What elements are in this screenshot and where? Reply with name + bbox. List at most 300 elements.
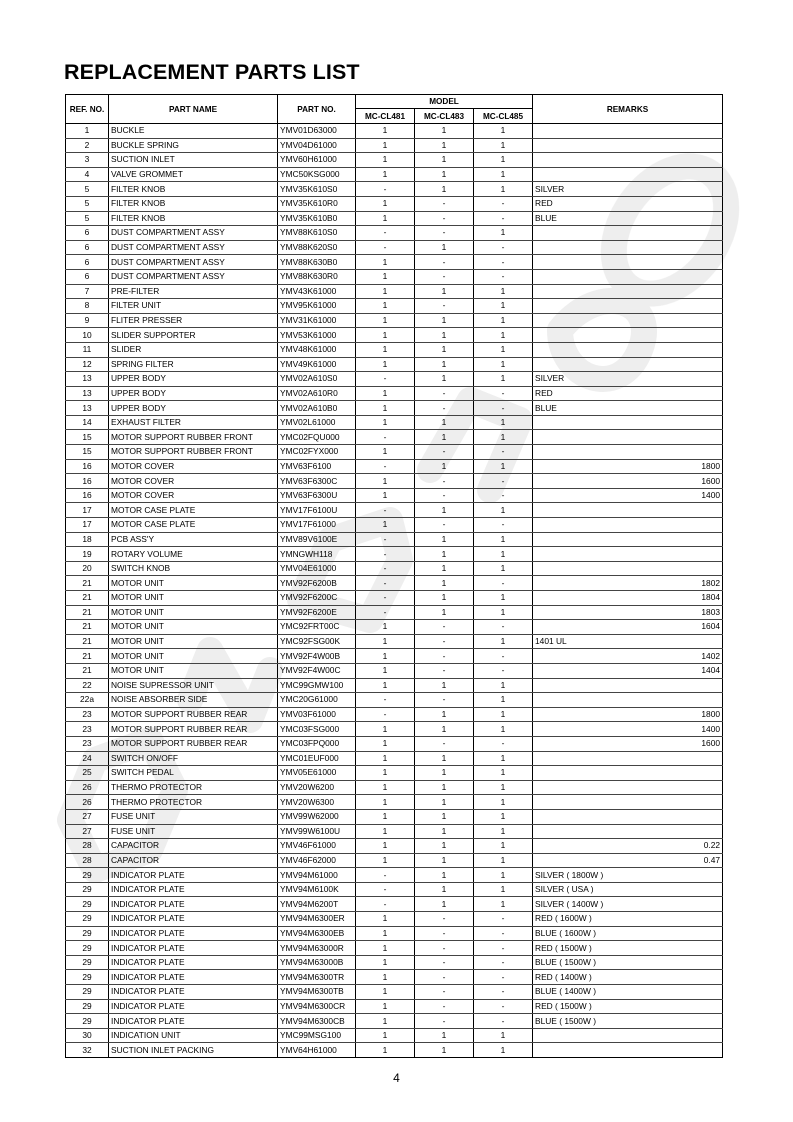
part-name-cell: MOTOR UNIT: [109, 663, 278, 678]
model-mc-cl481-qty-cell: 1: [356, 912, 415, 927]
ref-no-cell: 16: [66, 488, 109, 503]
model-mc-cl481-qty-cell: 1: [356, 488, 415, 503]
model-mc-cl483-qty-cell: 1: [415, 722, 474, 737]
model-mc-cl481-qty-cell: -: [356, 897, 415, 912]
model-mc-cl483-qty-cell: 1: [415, 532, 474, 547]
table-row: [66, 780, 723, 795]
ref-no-cell: 17: [66, 518, 109, 533]
model-mc-cl485-qty-cell: -: [474, 240, 533, 255]
model-mc-cl483-qty-cell: 1: [415, 182, 474, 197]
table-row: [66, 503, 723, 518]
part-name-cell: FILTER UNIT: [109, 299, 278, 314]
part-name-cell: PCB ASS'Y: [109, 532, 278, 547]
table-row: [66, 970, 723, 985]
model-mc-cl485-qty-cell: 1: [474, 766, 533, 781]
model-mc-cl481-qty-cell: 1: [356, 167, 415, 182]
table-row: [66, 663, 723, 678]
part-name-cell: INDICATOR PLATE: [109, 955, 278, 970]
model-mc-cl485-qty-cell: 1: [474, 809, 533, 824]
part-name-cell: INDICATOR PLATE: [109, 882, 278, 897]
model-mc-cl483-qty-cell: -: [415, 401, 474, 416]
part-no-cell: YMV95K61000: [278, 299, 356, 314]
part-no-cell: YMV92F6200B: [278, 576, 356, 591]
model-mc-cl483-qty-cell: -: [415, 196, 474, 211]
part-name-cell: SPRING FILTER: [109, 357, 278, 372]
model-mc-cl481-qty-cell: 1: [356, 284, 415, 299]
model-mc-cl481-qty-cell: 1: [356, 138, 415, 153]
model-mc-cl483-qty-cell: 1: [415, 751, 474, 766]
col-model-mc-cl481: MC-CL481: [356, 109, 415, 124]
part-name-cell: MOTOR UNIT: [109, 591, 278, 606]
model-mc-cl481-qty-cell: -: [356, 882, 415, 897]
remarks-cell: [533, 299, 723, 314]
model-mc-cl481-qty-cell: 1: [356, 1014, 415, 1029]
part-name-cell: NOISE SUPRESSOR UNIT: [109, 678, 278, 693]
model-mc-cl485-qty-cell: -: [474, 386, 533, 401]
remarks-cell: [533, 415, 723, 430]
ref-no-cell: 3: [66, 153, 109, 168]
model-mc-cl485-qty-cell: 1: [474, 138, 533, 153]
ref-no-cell: 21: [66, 649, 109, 664]
remarks-cell: SILVER: [533, 372, 723, 387]
ref-no-cell: 28: [66, 839, 109, 854]
table-row: [66, 693, 723, 708]
part-name-cell: FILTER KNOB: [109, 182, 278, 197]
model-mc-cl485-qty-cell: -: [474, 474, 533, 489]
remarks-cell: [533, 678, 723, 693]
part-no-cell: YMV04E61000: [278, 561, 356, 576]
col-pno-header: PART NO.: [278, 95, 356, 124]
ref-no-cell: 23: [66, 722, 109, 737]
ref-no-cell: 27: [66, 809, 109, 824]
remarks-cell: 1600: [533, 736, 723, 751]
part-no-cell: YMC99MSG100: [278, 1028, 356, 1043]
part-name-cell: MOTOR UNIT: [109, 649, 278, 664]
remarks-cell: SILVER ( 1800W ): [533, 868, 723, 883]
ref-no-cell: 17: [66, 503, 109, 518]
model-mc-cl485-qty-cell: 1: [474, 124, 533, 139]
model-mc-cl485-qty-cell: 1: [474, 1043, 533, 1058]
table-row: [66, 284, 723, 299]
ref-no-cell: 29: [66, 912, 109, 927]
model-mc-cl481-qty-cell: 1: [356, 269, 415, 284]
part-name-cell: CAPACITOR: [109, 839, 278, 854]
model-mc-cl485-qty-cell: -: [474, 985, 533, 1000]
model-mc-cl483-qty-cell: -: [415, 386, 474, 401]
ref-no-cell: 5: [66, 211, 109, 226]
model-mc-cl481-qty-cell: 1: [356, 970, 415, 985]
model-mc-cl485-qty-cell: -: [474, 955, 533, 970]
table-row: [66, 532, 723, 547]
ref-no-cell: 8: [66, 299, 109, 314]
model-mc-cl483-qty-cell: -: [415, 941, 474, 956]
part-no-cell: YMV94M6300ER: [278, 912, 356, 927]
remarks-cell: [533, 780, 723, 795]
remarks-cell: RED ( 1500W ): [533, 941, 723, 956]
table-row: [66, 299, 723, 314]
model-mc-cl483-qty-cell: -: [415, 985, 474, 1000]
part-name-cell: INDICATOR PLATE: [109, 985, 278, 1000]
part-no-cell: YMV35K610B0: [278, 211, 356, 226]
ref-no-cell: 21: [66, 663, 109, 678]
model-mc-cl481-qty-cell: -: [356, 561, 415, 576]
table-row: [66, 853, 723, 868]
remarks-cell: [533, 328, 723, 343]
part-name-cell: MOTOR UNIT: [109, 620, 278, 635]
model-mc-cl483-qty-cell: -: [415, 299, 474, 314]
remarks-cell: [533, 153, 723, 168]
parts-table: [65, 94, 723, 1058]
model-mc-cl483-qty-cell: 1: [415, 328, 474, 343]
part-name-cell: INDICATOR PLATE: [109, 868, 278, 883]
ref-no-cell: 21: [66, 605, 109, 620]
model-mc-cl483-qty-cell: -: [415, 211, 474, 226]
model-mc-cl485-qty-cell: 1: [474, 357, 533, 372]
table-row: [66, 868, 723, 883]
remarks-cell: 1804: [533, 591, 723, 606]
table-row: [66, 547, 723, 562]
model-mc-cl483-qty-cell: -: [415, 474, 474, 489]
model-mc-cl485-qty-cell: -: [474, 649, 533, 664]
remarks-cell: BLUE ( 1600W ): [533, 926, 723, 941]
part-name-cell: FUSE UNIT: [109, 824, 278, 839]
part-name-cell: BUCKLE: [109, 124, 278, 139]
model-mc-cl481-qty-cell: 1: [356, 736, 415, 751]
model-mc-cl485-qty-cell: 1: [474, 226, 533, 241]
model-mc-cl481-qty-cell: 1: [356, 255, 415, 270]
model-mc-cl485-qty-cell: -: [474, 445, 533, 460]
model-mc-cl481-qty-cell: 1: [356, 780, 415, 795]
part-name-cell: INDICATOR PLATE: [109, 912, 278, 927]
remarks-cell: BLUE: [533, 211, 723, 226]
part-no-cell: YMV94M6300CB: [278, 1014, 356, 1029]
part-no-cell: YMV94M6300CR: [278, 999, 356, 1014]
remarks-cell: [533, 357, 723, 372]
part-no-cell: YMV49K61000: [278, 357, 356, 372]
part-name-cell: MOTOR UNIT: [109, 605, 278, 620]
model-mc-cl481-qty-cell: 1: [356, 751, 415, 766]
part-name-cell: INDICATOR PLATE: [109, 941, 278, 956]
model-mc-cl485-qty-cell: -: [474, 518, 533, 533]
part-no-cell: YMV04D61000: [278, 138, 356, 153]
ref-no-cell: 22: [66, 678, 109, 693]
ref-no-cell: 27: [66, 824, 109, 839]
model-mc-cl485-qty-cell: 1: [474, 503, 533, 518]
col-model-header: MODEL: [356, 95, 533, 109]
ref-no-cell: 2: [66, 138, 109, 153]
ref-no-cell: 29: [66, 1014, 109, 1029]
part-name-cell: NOISE ABSORBER SIDE: [109, 693, 278, 708]
table-row: [66, 766, 723, 781]
model-mc-cl481-qty-cell: -: [356, 868, 415, 883]
part-no-cell: YMV94M6200T: [278, 897, 356, 912]
part-name-cell: INDICATOR PLATE: [109, 999, 278, 1014]
part-name-cell: INDICATOR PLATE: [109, 970, 278, 985]
part-no-cell: YMNGWH118: [278, 547, 356, 562]
table-row: [66, 153, 723, 168]
part-name-cell: DUST COMPARTMENT ASSY: [109, 269, 278, 284]
remarks-cell: [533, 561, 723, 576]
part-no-cell: YMV94M6300EB: [278, 926, 356, 941]
part-no-cell: YMV92F6200E: [278, 605, 356, 620]
part-no-cell: YMV63F6300U: [278, 488, 356, 503]
remarks-cell: RED: [533, 386, 723, 401]
model-mc-cl485-qty-cell: 1: [474, 897, 533, 912]
model-mc-cl485-qty-cell: 1: [474, 430, 533, 445]
part-name-cell: SWITCH PEDAL: [109, 766, 278, 781]
model-mc-cl485-qty-cell: -: [474, 488, 533, 503]
model-mc-cl483-qty-cell: 1: [415, 313, 474, 328]
ref-no-cell: 29: [66, 999, 109, 1014]
ref-no-cell: 24: [66, 751, 109, 766]
ref-no-cell: 6: [66, 269, 109, 284]
ref-no-cell: 21: [66, 634, 109, 649]
table-row: [66, 445, 723, 460]
remarks-cell: [533, 795, 723, 810]
part-name-cell: INDICATOR PLATE: [109, 897, 278, 912]
ref-no-cell: 4: [66, 167, 109, 182]
model-mc-cl485-qty-cell: 1: [474, 1028, 533, 1043]
model-mc-cl485-qty-cell: -: [474, 736, 533, 751]
model-mc-cl481-qty-cell: 1: [356, 211, 415, 226]
table-row: [66, 795, 723, 810]
part-no-cell: YMC03FPQ000: [278, 736, 356, 751]
ref-no-cell: 29: [66, 882, 109, 897]
part-name-cell: THERMO PROTECTOR: [109, 795, 278, 810]
col-name-header: PART NAME: [109, 95, 278, 124]
part-name-cell: MOTOR SUPPORT RUBBER REAR: [109, 707, 278, 722]
model-mc-cl481-qty-cell: 1: [356, 999, 415, 1014]
model-mc-cl481-qty-cell: 1: [356, 401, 415, 416]
part-no-cell: YMV02A610B0: [278, 401, 356, 416]
model-mc-cl483-qty-cell: 1: [415, 780, 474, 795]
model-mc-cl483-qty-cell: -: [415, 970, 474, 985]
part-name-cell: FILTER KNOB: [109, 196, 278, 211]
remarks-cell: [533, 809, 723, 824]
remarks-cell: [533, 532, 723, 547]
model-mc-cl483-qty-cell: 1: [415, 795, 474, 810]
ref-no-cell: 9: [66, 313, 109, 328]
header-row: [66, 95, 723, 109]
model-mc-cl481-qty-cell: 1: [356, 941, 415, 956]
remarks-cell: 1401 UL: [533, 634, 723, 649]
part-name-cell: INDICATOR PLATE: [109, 1014, 278, 1029]
part-name-cell: UPPER BODY: [109, 386, 278, 401]
model-mc-cl481-qty-cell: 1: [356, 649, 415, 664]
model-mc-cl485-qty-cell: 1: [474, 372, 533, 387]
remarks-cell: [533, 518, 723, 533]
part-no-cell: YMV99W62000: [278, 809, 356, 824]
part-name-cell: DUST COMPARTMENT ASSY: [109, 240, 278, 255]
model-mc-cl481-qty-cell: 1: [356, 955, 415, 970]
model-mc-cl483-qty-cell: 1: [415, 707, 474, 722]
part-no-cell: YMV03F61000: [278, 707, 356, 722]
part-name-cell: SWITCH ON/OFF: [109, 751, 278, 766]
model-mc-cl483-qty-cell: 1: [415, 576, 474, 591]
part-no-cell: YMC02FYX000: [278, 445, 356, 460]
table-row: [66, 620, 723, 635]
part-no-cell: YMV01D63000: [278, 124, 356, 139]
ref-no-cell: 13: [66, 372, 109, 387]
ref-no-cell: 6: [66, 240, 109, 255]
model-mc-cl481-qty-cell: 1: [356, 824, 415, 839]
ref-no-cell: 5: [66, 182, 109, 197]
table-row: [66, 955, 723, 970]
model-mc-cl483-qty-cell: 1: [415, 882, 474, 897]
part-no-cell: YMV60H61000: [278, 153, 356, 168]
model-mc-cl483-qty-cell: 1: [415, 284, 474, 299]
table-row: [66, 1028, 723, 1043]
model-mc-cl483-qty-cell: -: [415, 693, 474, 708]
table-row: [66, 386, 723, 401]
table-row: [66, 809, 723, 824]
model-mc-cl485-qty-cell: -: [474, 926, 533, 941]
table-row: [66, 707, 723, 722]
model-mc-cl481-qty-cell: -: [356, 459, 415, 474]
ref-no-cell: 16: [66, 474, 109, 489]
model-mc-cl481-qty-cell: 1: [356, 415, 415, 430]
remarks-cell: [533, 751, 723, 766]
col-ref-header: REF. NO.: [66, 95, 109, 124]
ref-no-cell: 13: [66, 401, 109, 416]
part-no-cell: YMV92F6200C: [278, 591, 356, 606]
remarks-cell: [533, 430, 723, 445]
model-mc-cl483-qty-cell: 1: [415, 1043, 474, 1058]
part-no-cell: YMC20G61000: [278, 693, 356, 708]
part-no-cell: YMV02A610S0: [278, 372, 356, 387]
remarks-cell: [533, 445, 723, 460]
model-mc-cl483-qty-cell: 1: [415, 897, 474, 912]
part-no-cell: YMV17F6100U: [278, 503, 356, 518]
model-mc-cl483-qty-cell: 1: [415, 824, 474, 839]
part-no-cell: YMV94M6300TR: [278, 970, 356, 985]
part-no-cell: YMV35K610S0: [278, 182, 356, 197]
model-mc-cl481-qty-cell: 1: [356, 196, 415, 211]
ref-no-cell: 21: [66, 620, 109, 635]
part-no-cell: YMV94M6100K: [278, 882, 356, 897]
part-no-cell: YMV46F61000: [278, 839, 356, 854]
model-mc-cl485-qty-cell: -: [474, 269, 533, 284]
table-row: [66, 576, 723, 591]
model-mc-cl481-qty-cell: 1: [356, 386, 415, 401]
model-mc-cl481-qty-cell: 1: [356, 766, 415, 781]
model-mc-cl485-qty-cell: 1: [474, 415, 533, 430]
model-mc-cl483-qty-cell: 1: [415, 415, 474, 430]
part-name-cell: MOTOR UNIT: [109, 634, 278, 649]
part-name-cell: BUCKLE SPRING: [109, 138, 278, 153]
model-mc-cl485-qty-cell: -: [474, 620, 533, 635]
model-mc-cl485-qty-cell: 1: [474, 547, 533, 562]
part-no-cell: YMV88K620S0: [278, 240, 356, 255]
table-row: [66, 591, 723, 606]
ref-no-cell: 29: [66, 985, 109, 1000]
model-mc-cl481-qty-cell: 1: [356, 839, 415, 854]
model-mc-cl485-qty-cell: 1: [474, 459, 533, 474]
table-row: [66, 474, 723, 489]
table-row: [66, 328, 723, 343]
model-mc-cl481-qty-cell: 1: [356, 634, 415, 649]
part-no-cell: YMV17F61000: [278, 518, 356, 533]
remarks-cell: 1402: [533, 649, 723, 664]
model-mc-cl481-qty-cell: 1: [356, 474, 415, 489]
model-mc-cl485-qty-cell: 1: [474, 693, 533, 708]
model-mc-cl485-qty-cell: 1: [474, 853, 533, 868]
model-mc-cl481-qty-cell: -: [356, 591, 415, 606]
ref-no-cell: 28: [66, 853, 109, 868]
model-mc-cl485-qty-cell: 1: [474, 780, 533, 795]
model-mc-cl485-qty-cell: 1: [474, 882, 533, 897]
model-mc-cl485-qty-cell: 1: [474, 532, 533, 547]
table-row: [66, 897, 723, 912]
table-row: [66, 649, 723, 664]
model-mc-cl481-qty-cell: -: [356, 576, 415, 591]
model-mc-cl483-qty-cell: -: [415, 736, 474, 751]
model-mc-cl481-qty-cell: 1: [356, 313, 415, 328]
remarks-cell: [533, 255, 723, 270]
table-row: [66, 240, 723, 255]
table-row: [66, 824, 723, 839]
model-mc-cl483-qty-cell: -: [415, 955, 474, 970]
model-mc-cl485-qty-cell: 1: [474, 182, 533, 197]
remarks-cell: [533, 226, 723, 241]
part-no-cell: YMV94M63000B: [278, 955, 356, 970]
part-no-cell: YMC03FSG000: [278, 722, 356, 737]
remarks-cell: [533, 547, 723, 562]
remarks-cell: SILVER: [533, 182, 723, 197]
model-mc-cl481-qty-cell: 1: [356, 985, 415, 1000]
col-model-mc-cl485: MC-CL485: [474, 109, 533, 124]
table-row: [66, 430, 723, 445]
table-row: [66, 722, 723, 737]
model-mc-cl483-qty-cell: -: [415, 488, 474, 503]
ref-no-cell: 18: [66, 532, 109, 547]
ref-no-cell: 23: [66, 707, 109, 722]
part-no-cell: YMV53K61000: [278, 328, 356, 343]
model-mc-cl481-qty-cell: 1: [356, 926, 415, 941]
ref-no-cell: 1: [66, 124, 109, 139]
model-mc-cl481-qty-cell: 1: [356, 357, 415, 372]
remarks-cell: [533, 313, 723, 328]
model-mc-cl485-qty-cell: -: [474, 211, 533, 226]
parts-table-body: [66, 124, 723, 1058]
remarks-cell: [533, 766, 723, 781]
model-mc-cl483-qty-cell: 1: [415, 547, 474, 562]
remarks-cell: BLUE ( 1400W ): [533, 985, 723, 1000]
model-mc-cl485-qty-cell: 1: [474, 605, 533, 620]
part-name-cell: FLITER PRESSER: [109, 313, 278, 328]
part-name-cell: MOTOR CASE PLATE: [109, 518, 278, 533]
ref-no-cell: 6: [66, 255, 109, 270]
table-row: [66, 941, 723, 956]
table-row: [66, 926, 723, 941]
model-mc-cl485-qty-cell: 1: [474, 839, 533, 854]
part-no-cell: YMV92F4W00C: [278, 663, 356, 678]
model-mc-cl483-qty-cell: 1: [415, 240, 474, 255]
remarks-cell: 1802: [533, 576, 723, 591]
model-mc-cl481-qty-cell: -: [356, 547, 415, 562]
ref-no-cell: 30: [66, 1028, 109, 1043]
model-mc-cl485-qty-cell: -: [474, 941, 533, 956]
model-mc-cl485-qty-cell: -: [474, 196, 533, 211]
model-mc-cl485-qty-cell: 1: [474, 707, 533, 722]
remarks-cell: [533, 693, 723, 708]
model-mc-cl485-qty-cell: -: [474, 912, 533, 927]
table-row: [66, 561, 723, 576]
col-remarks-header: REMARKS: [533, 95, 723, 124]
remarks-cell: 1400: [533, 722, 723, 737]
model-mc-cl483-qty-cell: 1: [415, 591, 474, 606]
table-row: [66, 488, 723, 503]
